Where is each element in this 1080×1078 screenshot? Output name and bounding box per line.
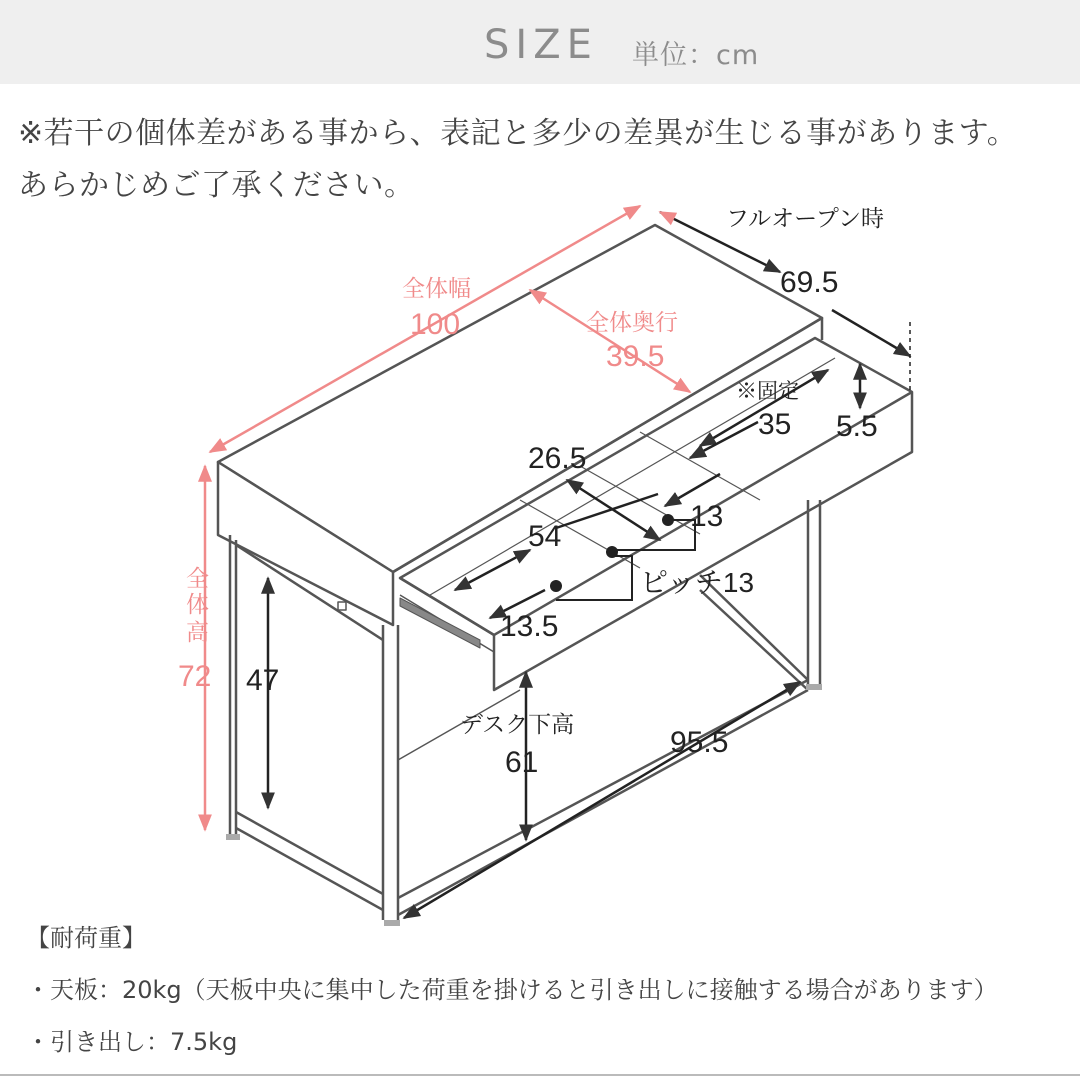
drawer-height-value: 5.5 [836, 410, 878, 443]
note-line-2: あらかじめご了承ください。 [18, 168, 415, 203]
unit-label: 単位：cm [632, 40, 760, 71]
full-open-label: フルオープン時 [726, 205, 885, 231]
width-label: 全体幅 [402, 275, 471, 301]
note-line-1: ※若干の個体差がある事から、表記と多少の差異が生じる事があります。 [18, 116, 1018, 151]
pitch-top-value: 13 [690, 500, 724, 533]
size-title: SIZE [484, 22, 598, 68]
drawer-width-value: 54 [528, 520, 562, 553]
inner-width-value: 95.5 [670, 726, 729, 759]
pitch-bottom-value: 13.5 [500, 610, 559, 643]
height-label-1: 全 [186, 565, 209, 591]
fixed-label: ※固定 [736, 380, 799, 403]
width-value: 100 [410, 308, 461, 341]
height-label-3: 高 [186, 619, 209, 645]
full-open-value: 69.5 [780, 266, 839, 299]
drawer-depth-value: 26.5 [528, 442, 587, 475]
footer-divider [0, 1074, 1080, 1076]
pitch-label: ピッチ13 [640, 567, 755, 598]
load-item-drawer: ・引き出し：7.5kg [26, 1028, 238, 1056]
leg-height-value: 47 [246, 664, 280, 697]
load-capacity [26, 912, 998, 1068]
height-label-2: 体 [186, 591, 209, 617]
depth-value: 39.5 [606, 340, 665, 373]
height-value: 72 [178, 660, 212, 693]
fixed-value: 35 [758, 408, 792, 441]
under-desk-value: 61 [505, 746, 539, 779]
load-title: 【耐荷重】 [26, 924, 146, 952]
under-desk-label: デスク下高 [460, 711, 575, 737]
depth-label: 全体奥行 [586, 309, 678, 335]
load-item-tabletop: ・天板：20kg（天板中央に集中した荷重を掛けると引き出しに接触する場合があります） [26, 976, 998, 1004]
